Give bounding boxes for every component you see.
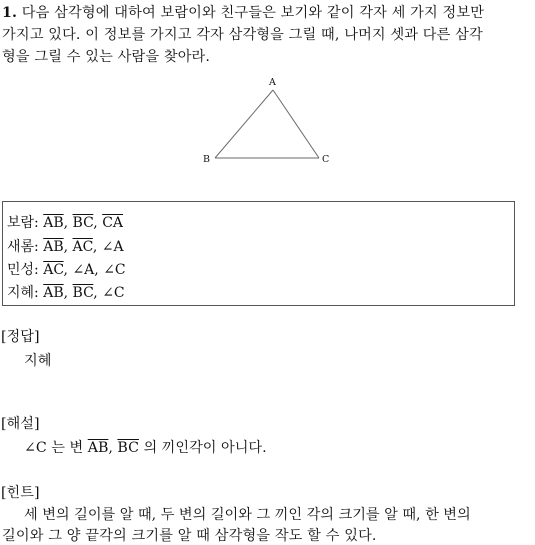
segment: $\overline{AC}$ — [72, 239, 93, 255]
row-name: 지혜: — [7, 285, 39, 301]
separator: , — [93, 285, 98, 301]
segment: $\overline{AB}$ — [43, 285, 64, 301]
vertex-b-label: B — [203, 154, 210, 165]
separator: , — [63, 239, 69, 255]
separator: , — [63, 285, 69, 301]
answer-label: [정답] — [1, 329, 40, 345]
question-line-3: 형을 그릴 수 있는 사람을 찾아라. — [2, 49, 211, 65]
side-ab — [215, 90, 273, 158]
question-line-1 — [2, 2, 484, 22]
segment: $\overline{CA}$ — [102, 215, 124, 231]
segment: $\overline{BC}$ — [72, 285, 94, 301]
row-name: 보람: — [7, 215, 39, 231]
separator: , — [108, 440, 113, 456]
angle: ∠A — [101, 239, 124, 255]
question-line-2: 가지고 있다. 이 정보를 가지고 각자 삼각형을 그릴 때, 나머지 셋과 다른 삼각 — [2, 27, 483, 43]
angle: ∠C — [103, 262, 126, 278]
separator: , — [63, 215, 69, 231]
hint-line-2: 길이와 그 양 끝각의 크기를 알 때 삼각형을 작도 할 수 있다. — [2, 528, 377, 544]
explanation-part-1: 는 변 — [51, 440, 84, 456]
box-row-boram — [7, 212, 123, 232]
vertex-c-label: C — [322, 154, 330, 165]
vertex-a-label: A — [269, 77, 276, 88]
angle: ∠C — [102, 285, 125, 301]
segment: $\overline{AB}$ — [43, 239, 64, 255]
row-name: 새롬: — [7, 239, 39, 255]
segment: $\overline{AC}$ — [43, 262, 64, 278]
segment: $\overline{AB}$ — [87, 440, 109, 456]
info-box — [2, 201, 515, 306]
box-row-minseong — [7, 259, 126, 279]
hint-label: [힌트] — [1, 485, 40, 501]
separator: , — [63, 262, 68, 278]
question-text-1: 다음 삼각형에 대하여 보람이와 친구들은 보기와 같이 각자 세 가지 정보만 — [21, 5, 485, 21]
segment: $\overline{BC}$ — [117, 440, 139, 456]
side-ac — [273, 90, 319, 158]
separator: , — [92, 239, 98, 255]
answer-text: 지혜 — [24, 353, 52, 369]
separator: , — [94, 262, 99, 278]
hint-line-1: 세 변의 길이를 알 때, 두 변의 길이와 그 끼인 각의 크기를 알 때, 한 변의 — [24, 507, 471, 523]
explanation-label: [해설] — [1, 416, 40, 432]
box-row-jihye — [7, 282, 125, 302]
angle: ∠C — [24, 440, 47, 456]
box-row-saerom — [7, 236, 124, 256]
segment: $\overline{BC}$ — [72, 215, 94, 231]
row-name: 민성: — [7, 262, 39, 278]
explanation-text — [24, 437, 267, 457]
explanation-part-2: 의 끼인각이 아니다. — [143, 440, 267, 456]
segment: $\overline{AB}$ — [43, 215, 64, 231]
question-number: 1. — [2, 5, 18, 21]
angle: ∠A — [72, 262, 95, 278]
triangle-figure — [195, 72, 335, 168]
separator: , — [93, 215, 98, 231]
